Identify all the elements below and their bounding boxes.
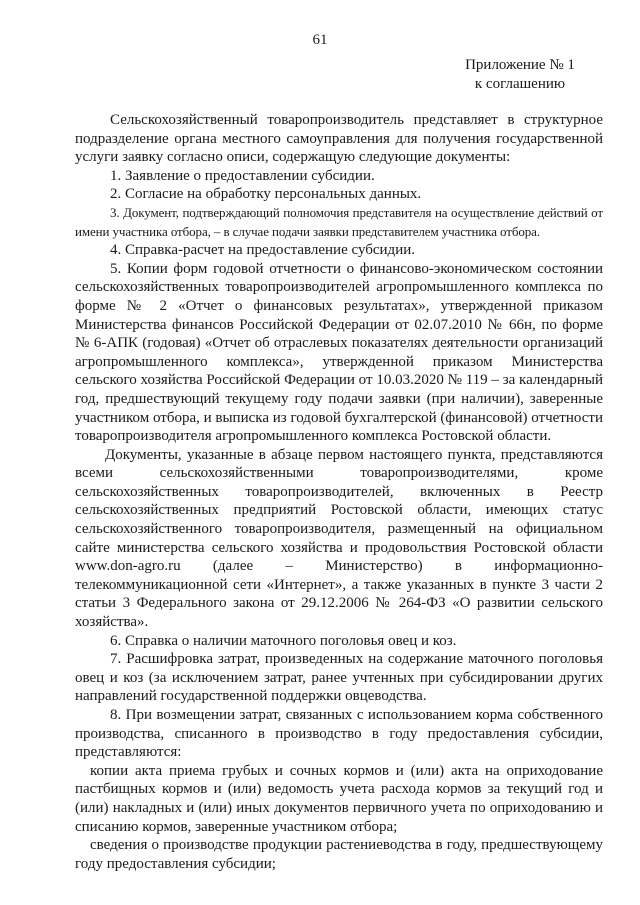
paragraph-item-6: 6. Справка о наличии маточного поголовья овец и коз. <box>110 632 457 649</box>
paragraph-intro: Сельскохозяйственный товаропроизводитель представляет в структурное подразделение органа местного самоуправления для получения государственной услуги заявку согласно описи, содержащую следующие документы: <box>75 112 603 166</box>
paragraph-item-3: 3. Документ, подтверждающий полномочия представителя на осуществление действий от имени участника отбора, – в случае подачи заявки представителем участника отбора. <box>75 204 603 239</box>
paragraph-item-7: 7. Расшифровка затрат, произведенных на содержание маточного поголовья овец и коз (за исключением затрат, ранее учтенных при субсидировании других направлений государственной поддержки овцеводства. <box>75 651 603 705</box>
paragraph-item-1: 1. Заявление о предоставлении субсидии. <box>110 167 375 184</box>
document-body <box>75 111 603 873</box>
appendix-title: Приложение № 1 <box>465 57 575 73</box>
appendix-subtitle: к соглашению <box>474 75 566 92</box>
paragraph-crop-production: сведения о производстве продукции растениеводства в году, предшествующему году предоставления субсидии; <box>75 837 603 872</box>
page-number: 61 <box>312 32 328 48</box>
paragraph-documents-note: Документы, указанные в абзаце первом настоящего пункта, представляются всеми сельскохозяйственными товаропроизводителями, кроме сельскохозяйственных товаропроизводителей, включенных в Реестр сельскохозяйственных предприятий Ростовской области, имеющих статус сельскохозяйственного товаропроизводителя, размещенный на официальном сайте министерства сельского хозяйства и продовольствия Ростовской области www.don-agro.ru (далее – Министерство) в информационно-телекоммуникационной сети «Интернет», а также указанных в пункте 3 части 2 статьи 3 Федерального закона от 29.12.2006 № 264-ФЗ «О развитии сельского хозяйства». <box>75 446 603 631</box>
paragraph-item-4: 4. Справка-расчет на предоставление субсидии. <box>110 242 415 259</box>
paragraph-item-8: 8. При возмещении затрат, связанных с использованием корма собственного производства, списанного в производство в году предоставления субсидии, представляются: <box>75 707 603 761</box>
paragraph-item-2: 2. Согласие на обработку персональных данных. <box>110 186 422 203</box>
paragraph-feed-acts: копии акта приема грубых и сочных кормов и (или) акта на оприходование пастбищных кормов и (или) ведомость учета расхода кормов за текущий год и (или) накладных и (или) иных документов первичного учета по оприходованию и списанию кормов, заверенные участником отбора; <box>75 762 603 835</box>
appendix-header <box>455 56 585 93</box>
paragraph-item-5: 5. Копии форм годовой отчетности о финансово-экономическом состоянии сельскохозяйственных товаропроизводителей агропромышленного комплекса по форме № 2 «Отчет о финансовых результатах», утвержденной приказом Министерства финансов Российской Федерации от 02.07.2010 № 66н, по форме № 6-АПК (годовая) «Отчет об отраслевых показателях деятельности организаций агропромышленного комплекса», утвержденной приказом Министерства сельского хозяйства Российской Федерации от 10.03.2020 № 119 – за календарный год, предшествующий текущему году подачи заявки (при наличии), заверенные участником отбора, и выписка из годовой бухгалтерской (финансовой) отчетности товаропроизводителя агропромышленного комплекса Ростовской области. <box>75 260 603 445</box>
